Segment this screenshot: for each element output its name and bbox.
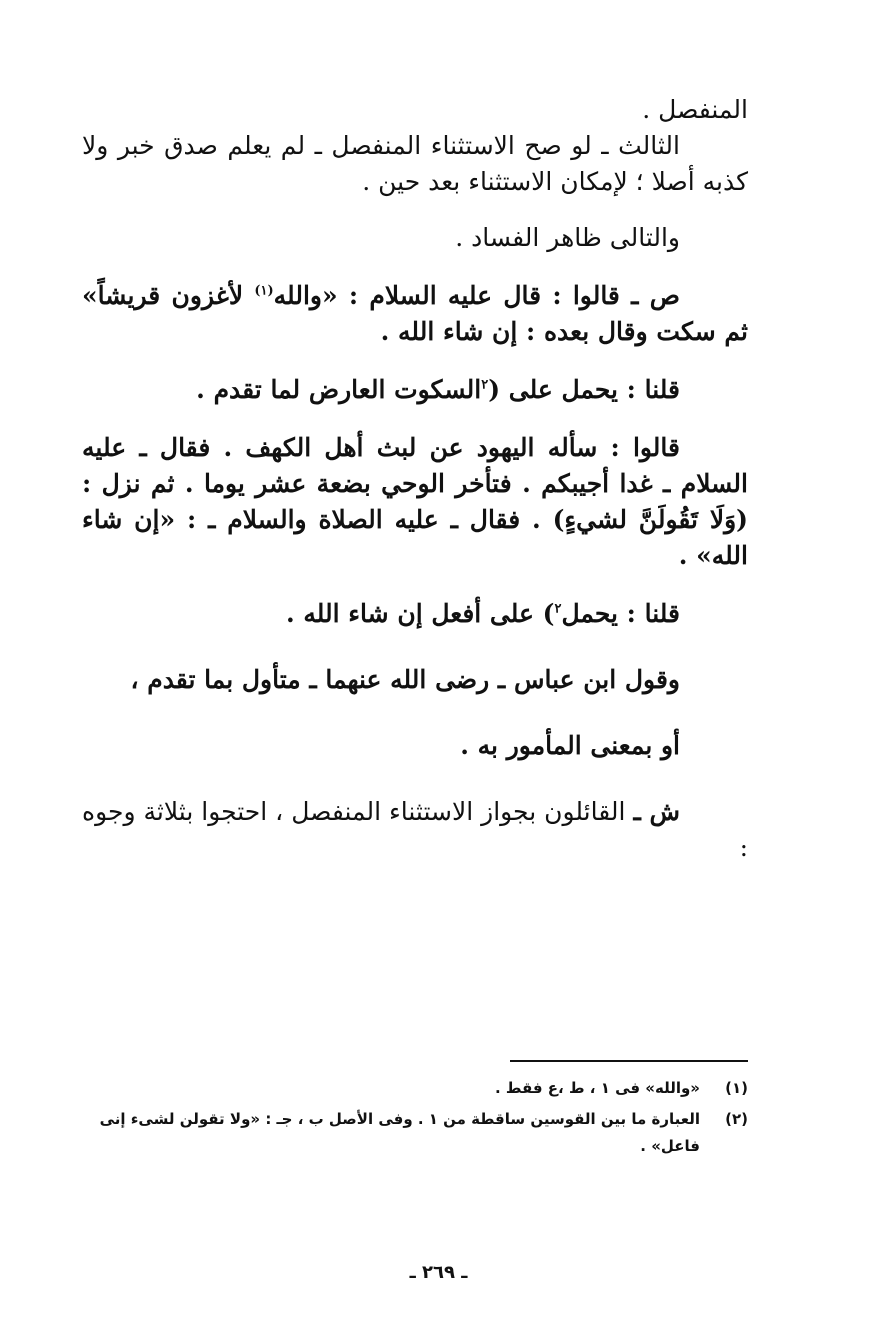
footnote-number: (١) <box>725 1079 748 1097</box>
paragraph-falsity: والتالى ظاهر الفساد . <box>455 223 680 252</box>
sharh-lead: ش ـ <box>633 797 681 826</box>
reply-act-lead: قلنا : يحمل <box>561 599 680 628</box>
continuation-line: المنفصل . <box>642 95 748 124</box>
reply-act-tail: ) على أفعل إن شاء الله . <box>285 599 555 628</box>
paragraph-third-argument: الثالث ـ لو صح الاستثناء المنفصل ـ لم يعلم صدق خبر ولا كذبه أصلا ؛ لإمكان الاستثناء بعد حين . <box>82 131 748 196</box>
paragraph-sharh <box>82 794 748 866</box>
footnote-text: العبارة ما بين القوسين ساقطة من ١ . وفى الأصل ب ، جـ : «ولا تقولن لشىء إنى فاعل» . <box>99 1110 700 1155</box>
sharh-tail: القائلون بجواز الاستثناء المنفصل ، احتجوا بثلاثة وجوه : <box>82 797 748 862</box>
paragraph-cave-story: قالوا : سأله اليهود عن لبث أهل الكهف . فقال ـ عليه السلام ـ غدا أجيبكم . فتأخر الوحي بضعة عشر يوما . ثم نزل : (وَلَا تَقُولَنَّ لشيءٍ) . فقال ـ عليه الصلاة والسلام ـ : «إن شاء الله» . <box>82 433 748 570</box>
sad-lead: ص ـ قالوا : قال عليه السلام : «والله <box>273 281 680 310</box>
footnote-item <box>82 1075 748 1102</box>
paragraph-sad-quote <box>82 278 748 350</box>
footnote-marker-2[interactable]: ٢ <box>481 377 489 393</box>
reply-lead: قلنا : يحمل على ( <box>488 375 680 404</box>
footnote-text: «والله» فى ١ ، ط ،ع فقط . <box>494 1079 700 1097</box>
page-number: ـ ٢٦٩ ـ <box>409 1262 468 1283</box>
footnote-marker-1[interactable]: (١) <box>254 283 274 299</box>
footnote-number: (٢) <box>725 1110 748 1128</box>
footnote-item <box>82 1106 748 1160</box>
paragraph-ordered: أو بمعنى المأمور به . <box>460 731 680 760</box>
footnotes <box>82 1075 748 1160</box>
footnote-marker-2b[interactable]: ٢ <box>554 601 562 617</box>
paragraph-ibn-abbas: وقول ابن عباس ـ رضى الله عنهما ـ متأول بما تقدم ، <box>130 665 680 694</box>
paragraph-reply-silence <box>82 372 748 408</box>
footnote-divider <box>510 1060 748 1062</box>
page-body <box>82 92 748 866</box>
paragraph-reply-act <box>82 596 748 632</box>
reply-tail: السكوت العارض لما تقدم . <box>196 375 482 404</box>
sad-tail: لأغزون قريشاً» ثم سكت وقال بعده : إن شاء الله . <box>82 281 748 346</box>
